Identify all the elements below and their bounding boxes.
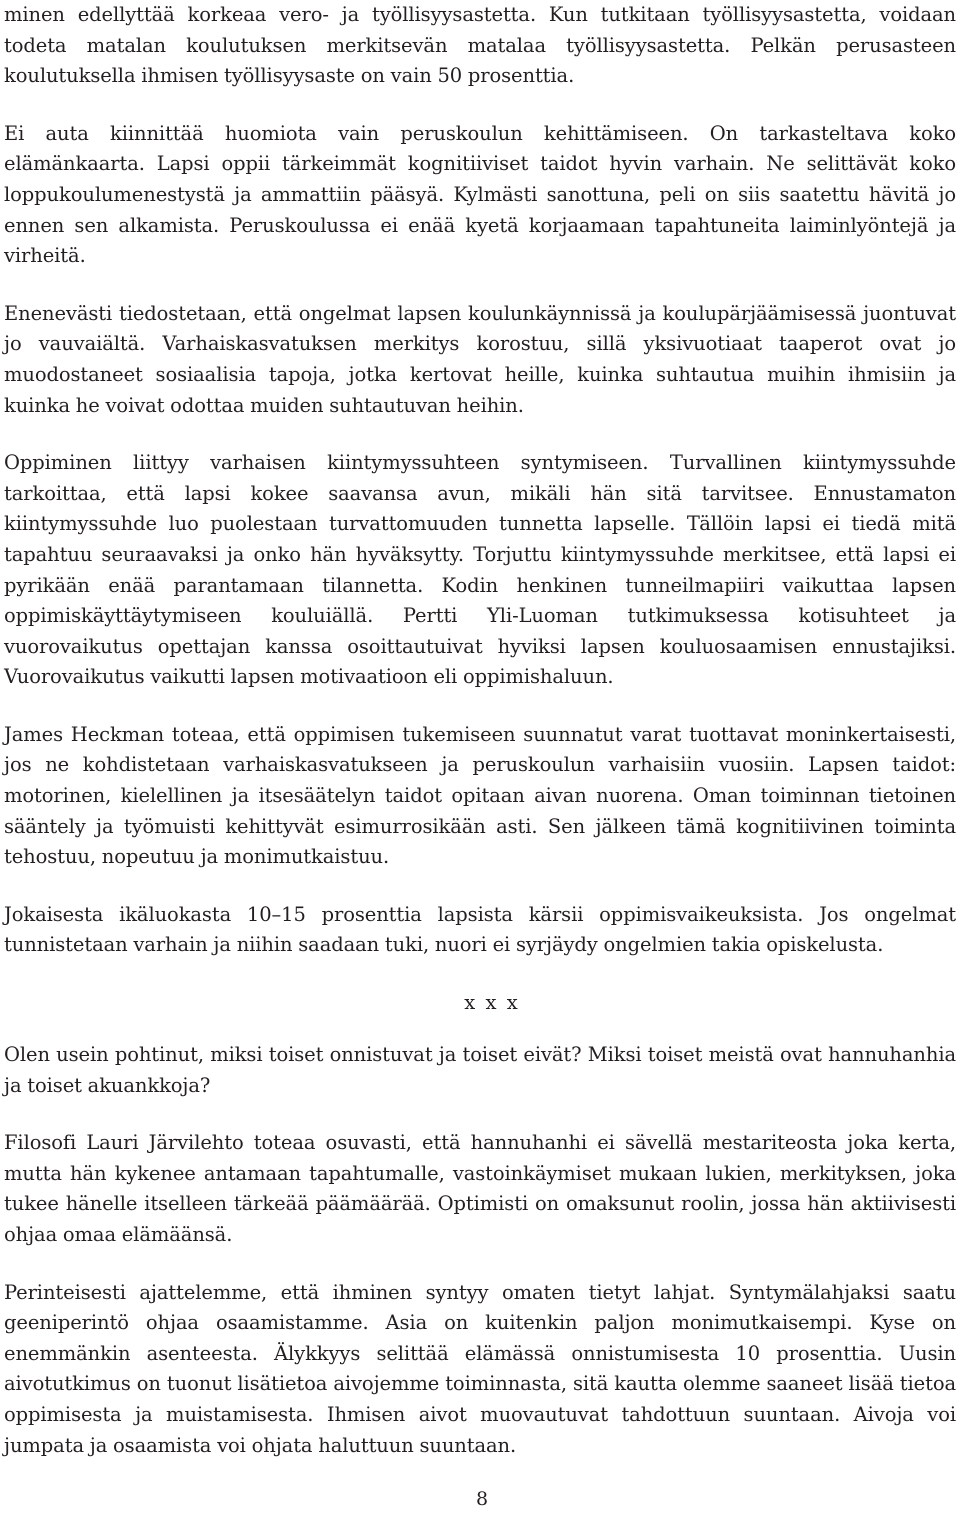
paragraph: Oppiminen liittyy varhaisen kiintymyssuhteen syntymiseen. Turvallinen kiintymyssuhde tarkoittaa, että lapsi kokee saavansa avun, mikäli hän sitä tarvitsee. Ennustamaton kiintymyssuhde luo puolestaan turvattomuuden tunnetta lapselle. Tällöin lapsi ei tiedä mitä tapahtuu seuraavaksi ja onko hän hyväksytty. Torjuttu kiintymyssuhde merkitsee, että lapsi ei pyrikään enää parantamaan tilannetta. Kodin henkinen tunneilmapiiri vaikuttaa lapsen oppimiskäyttäytymiseen kouluiällä. Pertti Yli-Luoman tutkimuksessa kotisuhteet ja vuorovaikutus opettajan kanssa osoittautuivat hyviksi lapsen kouluosaamisen ennustajiksi. Vuorovaikutus vaikutti lapsen motivaatioon eli oppimishaluun.	[4, 451, 956, 689]
paragraph: Jokaisesta ikäluokasta 10–15 prosenttia lapsista kärsii oppimisvaikeuksista. Jos ongelmat tunnistetaan varhain ja niihin saadaan tuki, nuori ei syrjäydy ongelmien takia opiskelusta.	[4, 902, 956, 957]
paragraph: Enenevästi tiedostetaan, että ongelmat lapsen koulunkäynnissä ja koulupärjäämisessä juontuvat jo vauvaiältä. Varhaiskasvatuksen merkitys korostuu, sillä yksivuotiaat taaperot ovat jo muodostaneet sosiaalisia tapoja, jotka kertovat heille, kuinka suhtautua muihin ihmisiin ja kuinka he voivat odottaa muiden suhtautuvan heihin.	[4, 301, 956, 417]
paragraph: minen edellyttää korkeaa vero- ja työllisyysastetta. Kun tutkitaan työllisyysastetta, voidaan todeta matalan koulutuksen merkitsevän matalaa työllisyysastetta. Pelkän perusasteen koulutuksella ihmisen työllisyysaste on vain 50 prosenttia.	[4, 3, 956, 88]
paragraph: Filosofi Lauri Järvilehto toteaa osuvasti, että hannuhanhi ei sävellä mestariteosta joka kerta, mutta hän kykenee antamaan tapahtumalle, vastoinkäymiset mukaan lukien, merkityksen, joka tukee hänelle itselleen tärkeää päämäärää. Optimisti on omaksunut roolin, jossa hän aktiivisesti ohjaa omaa elämäänsä.	[4, 1131, 956, 1246]
body-text	[4, 0, 956, 1488]
paragraph: James Heckman toteaa, että oppimisen tukemiseen suunnatut varat tuottavat moninkertaisesti, jos ne kohdistetaan varhaiskasvatukseen ja peruskoulun varhaisiin vuosiin. Lapsen taidot: motorinen, kielellinen ja itsesäätelyn taidot opitaan aivan nuorena. Oman toiminnan tietoinen sääntely ja työmuisti kehittyvät esimurrosikään asti. Sen jälkeen tämä kognitiivinen toiminta tehostuu, nopeutuu ja monimutkaistuu.	[4, 722, 956, 869]
paragraph: Perinteisesti ajattelemme, että ihminen syntyy omaten tietyt lahjat. Syntymälahjaksi saatu geeniperintö ohjaa osaamistamme. Asia on kuitenkin paljon monimutkaisempi. Kyse on enemmänkin asenteesta. Älykkyys selittää elämässä onnistumisesta 10 prosenttia. Uusin aivotutkimus on tuonut lisätietoa aivojemme toiminnasta, sitä kautta olemme saaneet lisää tietoa oppimisesta ja muistamisesta. Ihmisen aivot muovautuvat tahdottuun suuntaan. Aivoja voi jumpata ja osaamista voi ohjata haluttuun suuntaan.	[4, 1280, 956, 1457]
paragraph: Olen usein pohtinut, miksi toiset onnistuvat ja toiset eivät? Miksi toiset meistä ovat hannuhanhia ja toiset akuankkoja?	[4, 1043, 956, 1097]
section-separator: x x x	[464, 991, 520, 1015]
paragraph: Ei auta kiinnittää huomiota vain peruskoulun kehittämiseen. On tarkasteltava koko elämänkaarta. Lapsi oppii tärkeimmät kognitiiviset taidot hyvin varhain. Ne selittävät koko loppukoulumenestystä ja ammattiin pääsyä. Kylmästi sanottuna, peli on siis saatettu hävitä jo ennen sen alkamista. Peruskoulussa ei enää kyetä korjaamaan tapahtuneita laiminlyöntejä ja virheitä.	[4, 121, 956, 268]
page-number: 8	[475, 1488, 489, 1510]
